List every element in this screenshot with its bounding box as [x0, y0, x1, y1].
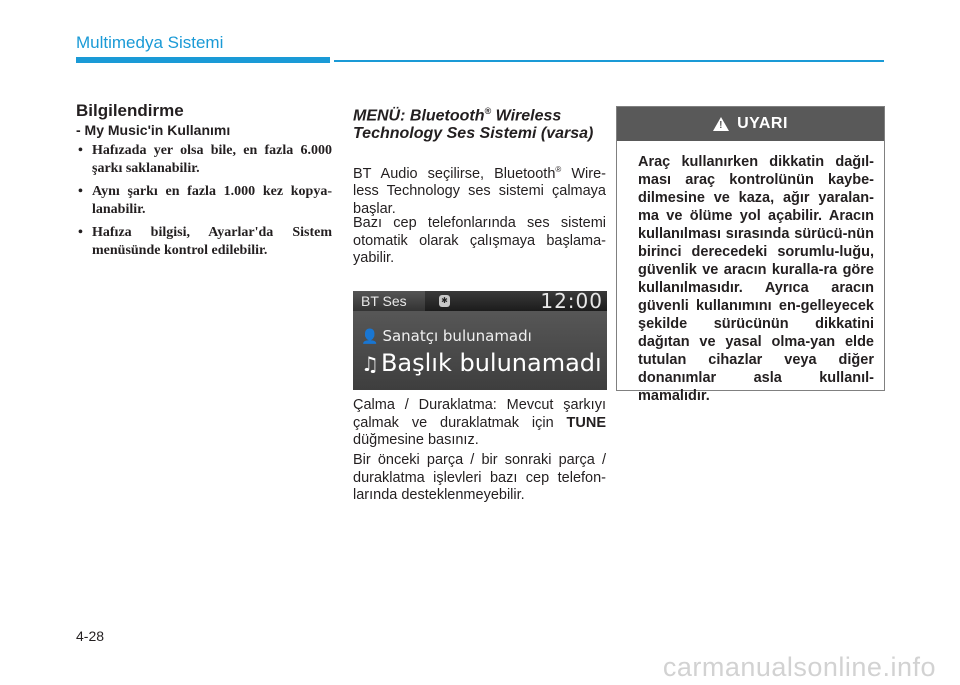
- page-number: 4-28: [76, 628, 105, 644]
- screen-clock: 12:00: [540, 289, 603, 313]
- header-rule-thick: [76, 57, 330, 63]
- list-item: • Hafıza bilgisi, Ayarlar'da Sistem menüsünde kontrol edilebilir.: [78, 225, 332, 258]
- bullet-icon: •: [78, 184, 83, 199]
- bullet-icon: •: [78, 225, 83, 240]
- paragraph-bt-audio: BT Audio seçilirse, Bluetooth® Wire-less Technology ses sistemi çalmaya başlar.: [353, 165, 606, 217]
- screen-title-row: [361, 349, 602, 377]
- music-note-icon: ♫: [361, 352, 379, 376]
- info-bullet-list: [76, 142, 332, 265]
- bt-audio-screen: [353, 291, 607, 390]
- list-item: • Aynı şarkı en fazla 1.000 kez kopya-lanabilir.: [78, 184, 332, 217]
- list-item: • Hafızada yer olsa bile, en fazla 6.000 şarkı saklanabilir.: [78, 143, 332, 176]
- watermark: carmanualsonline.info: [662, 652, 936, 682]
- screen-tab-bt-audio: BT Ses: [353, 291, 425, 311]
- tune-button-label: TUNE: [566, 414, 606, 431]
- bluetooth-icon: ✱: [439, 295, 450, 307]
- screen-artist-row: [361, 327, 532, 345]
- registered-mark: ®: [484, 106, 492, 116]
- warning-header: [617, 107, 884, 141]
- info-heading: Bilgilendirme: [76, 101, 184, 120]
- artist-icon: 👤: [361, 329, 379, 345]
- header-rule-thin: [334, 60, 884, 62]
- warning-icon: !: [713, 117, 729, 131]
- bullet-icon: •: [78, 143, 83, 158]
- section-title: Multimedya Sistemi: [76, 33, 224, 52]
- my-music-subheading: - My Music'in Kullanımı: [76, 122, 231, 138]
- screen-status-bar: [353, 291, 607, 311]
- paragraph-play-pause: Çalma / Duraklatma: Mevcut şarkıyı çalmak ve duraklatmak için TUNE düğmesine basınız.: [353, 397, 606, 448]
- paragraph-track-functions: Bir önceki parça / bir sonraki parça / duraklatma işlevleri bazı cep telefon-larında desteklenmeyebilir.: [353, 452, 606, 503]
- warning-label: UYARI: [737, 115, 788, 132]
- menu-heading: MENÜ: Bluetooth® Wireless Technology Ses Sistemi (varsa): [353, 106, 594, 143]
- paragraph-auto-play: Bazı cep telefonlarında ses sistemi otomatik olarak çalışmaya başlama-yabilir.: [353, 215, 606, 266]
- artist-text: Sanatçı bulunamadı: [382, 327, 532, 345]
- warning-box: [616, 106, 885, 404]
- warning-text: Araç kullanırken dikkatin dağıl-ması araç kontrolünün kaybe-dilmesine ve kaza, ağır yaralan-ma ve ölüme yol açabilir. Aracın kullanılması sırasında sürücü-nün birinci derecedeki sorumlu-luğu, güvenlik ve aracın kuralla-ra göre kullanılmasıdır. Ayrıca aracın güvenli kullanımını en-gelleyecek şekilde sürücünün dikkatini dağıtan ve yasal olma-yan elde tutulan cihazlar veya diğer donanımlar asla kullanıl-mamalıdır.: [638, 154, 874, 404]
- title-text: Başlık bulunamadı: [380, 349, 602, 377]
